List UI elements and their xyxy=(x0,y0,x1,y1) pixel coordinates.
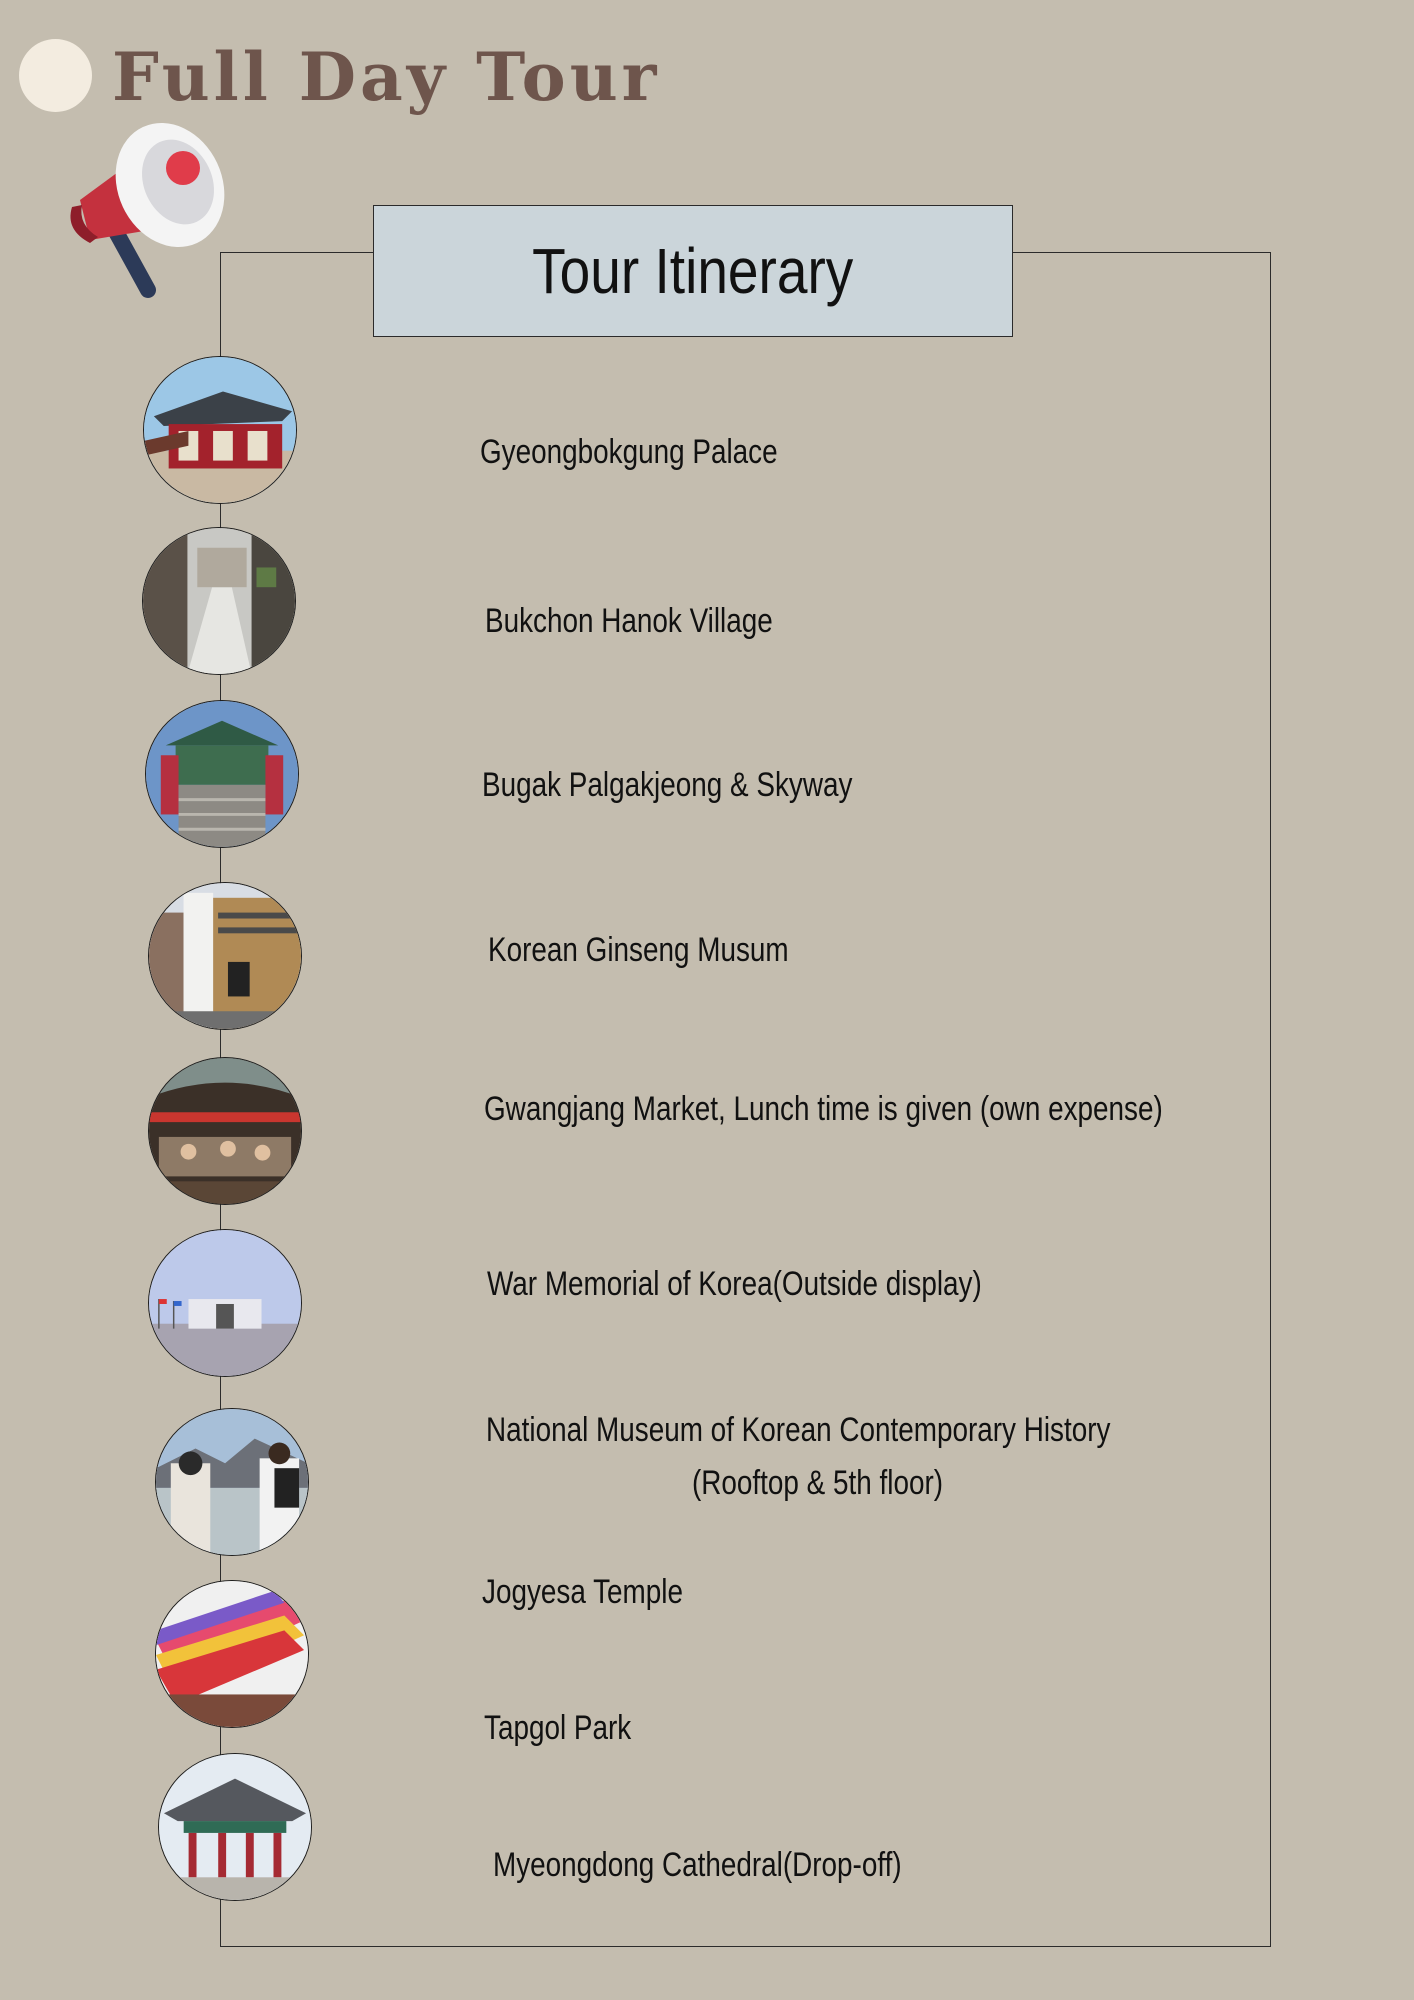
itinerary-title-box xyxy=(373,205,1013,337)
stop-label-contemporary-history-line2: (Rooftop & 5th floor) xyxy=(692,1464,944,1502)
stop-photo-tapgol-park xyxy=(158,1753,312,1901)
stop-label-gyeongbokgung: Gyeongbokgung Palace xyxy=(480,433,778,471)
stop-photo-gwangjang-market xyxy=(148,1057,302,1205)
stop-photo-ginseng-museum xyxy=(148,882,302,1030)
stop-label-myeongdong-cathedral: Myeongdong Cathedral(Drop-off) xyxy=(493,1846,902,1884)
stop-photo-war-memorial xyxy=(148,1229,302,1377)
stop-label-ginseng-museum: Korean Ginseng Musum xyxy=(488,931,789,969)
stop-label-tapgol-park: Tapgol Park xyxy=(484,1709,632,1747)
page-heading: Full Day Tour xyxy=(112,38,661,116)
stop-photo-bukchon xyxy=(142,527,296,675)
stop-photo-contemporary-history-museum xyxy=(155,1408,309,1556)
itinerary-title: Tour Itinerary xyxy=(532,235,854,307)
stop-label-war-memorial: War Memorial of Korea(Outside display) xyxy=(487,1265,982,1303)
heading-dot xyxy=(19,39,92,112)
stop-photo-jogyesa-temple xyxy=(155,1580,309,1728)
megaphone-icon xyxy=(60,105,240,305)
stop-label-contemporary-history-line1: National Museum of Korean Contemporary History xyxy=(486,1411,1111,1449)
stop-label-gwangjang-market: Gwangjang Market, Lunch time is given (own expense) xyxy=(484,1090,1163,1128)
stop-label-jogyesa-temple: Jogyesa Temple xyxy=(482,1573,683,1611)
stop-label-bukchon: Bukchon Hanok Village xyxy=(485,602,773,640)
stop-label-bugak-palgakjeong: Bugak Palgakjeong & Skyway xyxy=(482,766,853,804)
stop-photo-bugak-palgakjeong xyxy=(145,700,299,848)
stop-photo-gyeongbokgung xyxy=(143,356,297,504)
